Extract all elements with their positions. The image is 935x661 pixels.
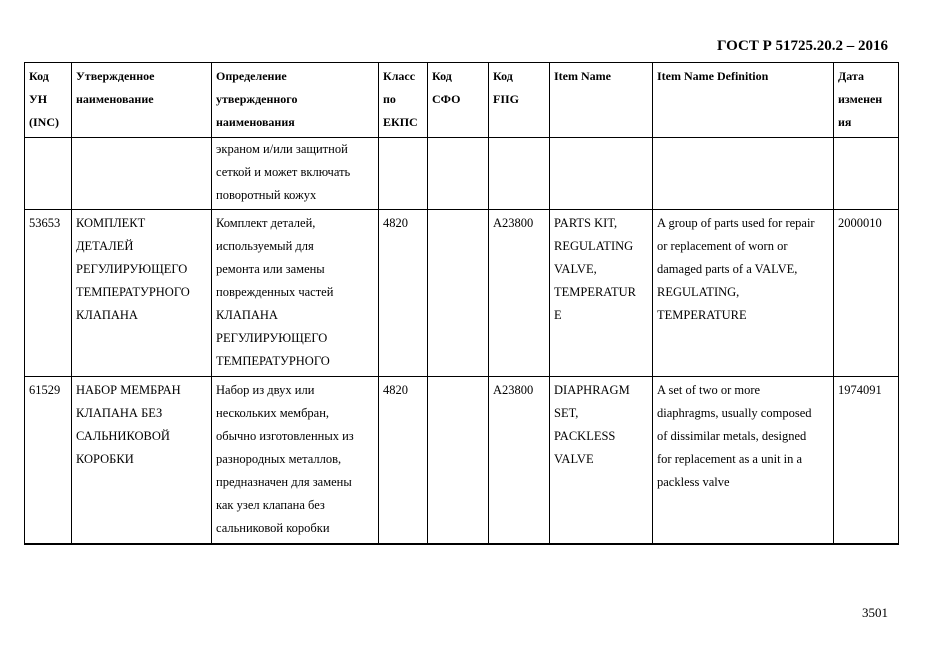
cell-class xyxy=(379,138,428,210)
cell-inc xyxy=(25,138,72,210)
cell-fiig: A23800 xyxy=(489,210,550,377)
table-row xyxy=(25,210,899,377)
cell-item-name: DIAPHRAGM SET, PACKLESS VALVE xyxy=(550,377,653,545)
column-header-class: Класс по ЕКПС xyxy=(379,63,428,138)
column-header-item-definition: Item Name Definition xyxy=(653,63,834,138)
cell-name-definition: Набор из двух или нескольких мембран, обычно изготовленных из разнородных металлов, предназначен для замены как узел клапана без сальниковой коробки xyxy=(212,377,379,545)
cell-inc: 61529 xyxy=(25,377,72,545)
cell-item-name xyxy=(550,138,653,210)
table-row xyxy=(25,377,899,545)
column-header-change-date: Дата изменен ия xyxy=(834,63,899,138)
cell-item-definition: A set of two or more diaphragms, usually composed of dissimilar metals, designed for replacement as a unit in a packless valve xyxy=(653,377,834,545)
cell-class: 4820 xyxy=(379,377,428,545)
cell-item-definition: A group of parts used for repair or replacement of worn or damaged parts of a VALVE, REGULATING, TEMPERATURE xyxy=(653,210,834,377)
column-header-name-definition: Определение утвержденного наименования xyxy=(212,63,379,138)
column-header-sfo: Код СФО xyxy=(428,63,489,138)
cell-sfo xyxy=(428,210,489,377)
cell-fiig: A23800 xyxy=(489,377,550,545)
column-header-item-name: Item Name xyxy=(550,63,653,138)
table-header-row xyxy=(25,63,899,138)
cell-inc: 53653 xyxy=(25,210,72,377)
column-header-fiig: Код FIIG xyxy=(489,63,550,138)
cell-name-definition: Комплект деталей, используемый для ремонта или замены поврежденных частей КЛАПАНА РЕГУЛИРУЮЩЕГО ТЕМПЕРАТУРНОГО xyxy=(212,210,379,377)
cell-sfo xyxy=(428,138,489,210)
cell-approved-name: НАБОР МЕМБРАН КЛАПАНА БЕЗ САЛЬНИКОВОЙ КОРОБКИ xyxy=(72,377,212,545)
cell-change-date: 2000010 xyxy=(834,210,899,377)
cell-item-definition xyxy=(653,138,834,210)
document-standard-header: ГОСТ Р 51725.20.2 – 2016 xyxy=(716,38,888,54)
cell-item-name: PARTS KIT, REGULATING VALVE, TEMPERATUR E xyxy=(550,210,653,377)
table-row xyxy=(25,138,899,210)
cell-change-date xyxy=(834,138,899,210)
cell-approved-name xyxy=(72,138,212,210)
catalog-table xyxy=(24,62,899,545)
cell-fiig xyxy=(489,138,550,210)
cell-approved-name: КОМПЛЕКТ ДЕТАЛЕЙ РЕГУЛИРУЮЩЕГО ТЕМПЕРАТУРНОГО КЛАПАНА xyxy=(72,210,212,377)
column-header-approved-name: Утвержденное наименование xyxy=(72,63,212,138)
cell-class: 4820 xyxy=(379,210,428,377)
cell-name-definition: экраном и/или защитной сеткой и может включать поворотный кожух xyxy=(212,138,379,210)
cell-change-date: 1974091 xyxy=(834,377,899,545)
page-number: 3501 xyxy=(862,605,888,620)
cell-sfo xyxy=(428,377,489,545)
column-header-inc: Код УН (INC) xyxy=(25,63,72,138)
